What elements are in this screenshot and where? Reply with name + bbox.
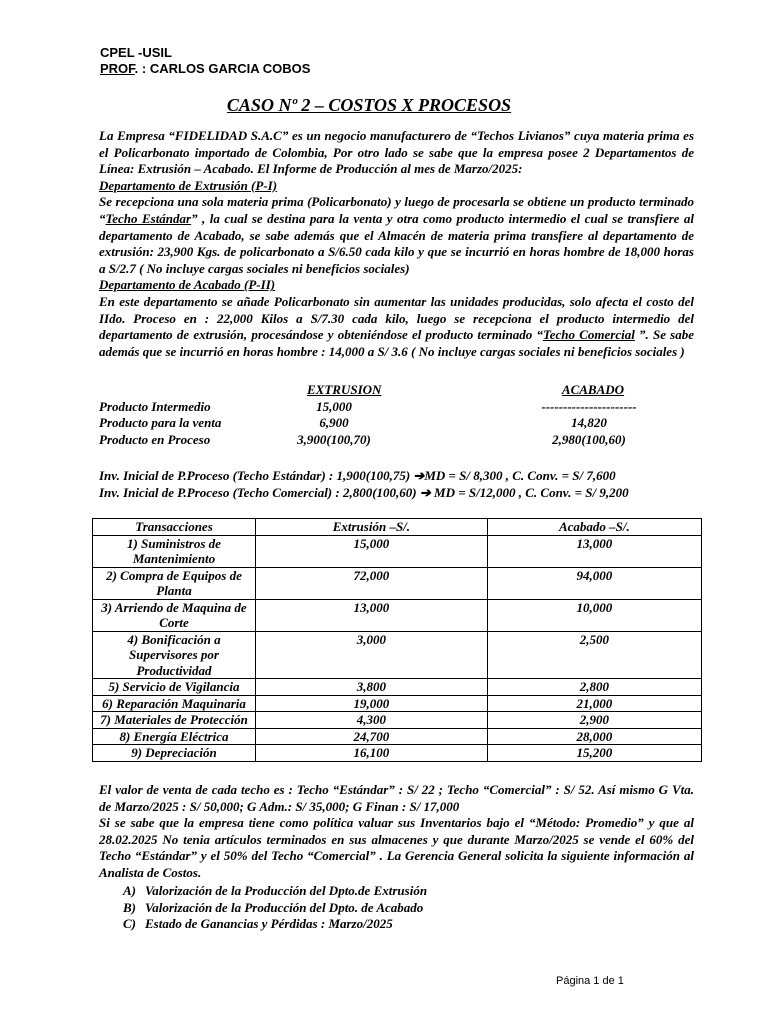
inventory-estandar-costs: MD = S/ 8,300 , C. Conv. = S/ 7,600 [424,468,616,483]
arrow-right-icon: ➔ [413,468,425,483]
question-text: Estado de Ganancias y Pérdidas : Marzo/2025 [145,916,393,932]
table-row [93,535,702,567]
table-row [93,679,702,696]
extrusion-value: 3,800 [256,679,488,696]
acabado-value: 2,900 [487,712,701,729]
inventory-comercial-units: Inv. Inicial de P.Proceso (Techo Comercial) : 2,800(100,60) [99,484,420,500]
summary-row-extrusion: 6,900 [319,415,349,431]
table-row [93,728,702,745]
summary-row [99,415,694,432]
transaction-label: 4) Bonificación a Supervisores por Productividad [93,631,256,679]
summary-row-extrusion: 15,000 [316,398,352,414]
table-row [93,712,702,729]
acabado-value: 2,800 [487,679,701,696]
summary-row [99,432,694,449]
table-row [93,631,702,679]
acabado-value: 13,000 [487,535,701,567]
transactions-table [92,518,702,762]
table-header: Extrusión –S/. [256,519,488,536]
table-row [93,695,702,712]
table-row [93,567,702,599]
transaction-label: 3) Arriendo de Maquina de Corte [93,599,256,631]
table-row [93,599,702,631]
page-title: CASO Nº 2 – COSTOS X PROCESOS [226,95,512,115]
summary-row-acabado: 2,980(100,60) [552,431,626,447]
transaction-label: 5) Servicio de Vigilancia [93,679,256,696]
acabado-value: 21,000 [487,695,701,712]
list-item [123,900,427,917]
sales-values-paragraph: El valor de venta de cada techo es : Techo “Estándar” : S/ 22 ; Techo “Comercial” : S/ 52. Así mismo G Vta. de Marzo/2025 : S/ 50,000; G Adm.: S/ 35,000; G Finan : S/ 17,000 [99,782,694,814]
transaction-label: 7) Materiales de Protección [93,712,256,729]
summary-header-row [99,382,694,399]
summary-col-extrusion: EXTRUSION [307,382,382,397]
institution-line: CPEL -USIL [100,45,172,60]
dept1-text-b: ” , la cual se destina para la venta y otra como producto intermedio el cual se transfiere al departamento de Acabado, se sabe además que el Almacén de materia prima transfiere al departamento de extrusión: 23,900 Kgs. de policarbonato a S/6.50 cada kilo y que se incurrió en horas hombre de 18,000 horas a S/2.7 ( No incluye cargas sociales ni beneficios sociales) [99,210,695,276]
summary-row [99,399,694,416]
summary-row-label: Producto en Proceso [99,431,211,447]
page-number: Página 1 de 1 [556,975,624,987]
dept2-text-a: En este departamento se añade Policarbonato sin aumentar las unidades producidas, solo afecta el costo del IIdo. Proceso en : 22,000 Kilos a S/7.30 cada kilo, luego se recepciona el producto intermedio del departamento de extrusión, procesándose y obteniéndose el producto terminado “ [99,293,694,343]
prof-name: . : CARLOS GARCIA COBOS [134,61,311,76]
question-letter: A) [123,883,136,898]
summary-row-acabado: ---------------------- [541,398,637,414]
summary-col-acabado: ACABADO [561,382,625,397]
transaction-label: 6) Reparación Maquinaria [93,695,256,712]
table-header: Transacciones [93,519,256,536]
question-list [123,883,427,933]
acabado-value: 10,000 [487,599,701,631]
closing-text [99,782,694,882]
inventory-line-comercial [99,485,739,502]
extrusion-value: 3,000 [256,631,488,679]
case-description [99,128,694,360]
extrusion-value: 19,000 [256,695,488,712]
transaction-label: 9) Depreciación [93,745,256,762]
acabado-value: 2,500 [487,631,701,679]
question-text: Valorización de la Producción del Dpto. de Acabado [145,899,424,915]
list-item [123,883,427,900]
extrusion-value: 13,000 [256,599,488,631]
professor-line [100,61,310,77]
dept1-product: Techo Estándar [105,210,192,226]
summary-row-extrusion: 3,900(100,70) [297,431,371,447]
policy-paragraph: Si se sabe que la empresa tiene como política valuar sus Inventarios bajo el “Método: Promedio” y que al 28.02.2025 No tenia artículos terminados en sus almacenes y que durante Marzo/2025 se vende el 60% del Techo “Estándar” y el 50% del Techo “Comercial” . La Gerencia General solicita la siguiente información al Analista de Costos. [99,815,694,880]
extrusion-value: 24,700 [256,728,488,745]
acabado-value: 28,000 [487,728,701,745]
table-row [93,745,702,762]
prof-label: PROF [100,61,135,76]
dept1-paragraph [99,194,694,277]
extrusion-value: 16,100 [256,745,488,762]
dept1-heading: Departamento de Extrusión (P-I) [99,177,278,193]
question-text: Valorización de la Producción del Dpto.de Extrusión [145,883,428,898]
acabado-value: 94,000 [487,567,701,599]
intro-paragraph: La Empresa “FIDELIDAD S.A.C” es un negocio manufacturero de “Techos Livianos” cuya materia prima es el Policarbonato importado de Colombia, Por otro lado se sabe que la empresa posee 2 Departamentos de Línea: Extrusión – Acabado. El Informe de Producción al mes de Marzo/2025: [99,128,694,177]
list-item [123,916,427,933]
document-header [100,45,310,77]
dept2-paragraph [99,294,694,360]
inventory-estandar-units: Inv. Inicial de P.Proceso (Techo Estándar) : 1,900(100,75) [99,468,414,483]
table-header: Acabado –S/. [487,519,701,536]
dept1-text-a: Se recepciona una sola materia prima (Policarbonato) y luego de procesarla se obtiene un producto terminado “ [99,194,694,226]
question-letter: B) [123,899,136,915]
acabado-value: 15,200 [487,745,701,762]
transaction-label: 8) Energía Eléctrica [93,728,256,745]
extrusion-value: 72,000 [256,567,488,599]
dept2-text-b: ”. Se sabe además que se incurrió en horas hombre : 14,000 a S/ 3.6 ( No incluye cargas sociales ni beneficios sociales ) [99,327,694,359]
inventory-comercial-costs: MD = S/12,000 , C. Conv. = S/ 9,200 [430,484,629,500]
arrow-right-icon: ➔ [419,484,431,500]
summary-row-label: Producto Intermedio [99,398,211,414]
question-letter: C) [123,916,136,932]
dept2-product: Techo Comercial [543,327,635,343]
extrusion-value: 15,000 [256,535,488,567]
table-header-row [93,519,702,536]
extrusion-value: 4,300 [256,712,488,729]
transaction-label: 2) Compra de Equipos de Planta [93,567,256,599]
dept2-heading: Departamento de Acabado (P-II) [99,277,276,293]
production-summary [99,382,694,448]
initial-inventory [99,468,739,501]
inventory-line-estandar [99,468,739,485]
summary-row-label: Producto para la venta [99,415,222,431]
transaction-label: 1) Suministros de Mantenimiento [93,535,256,567]
summary-row-acabado: 14,820 [571,415,607,431]
